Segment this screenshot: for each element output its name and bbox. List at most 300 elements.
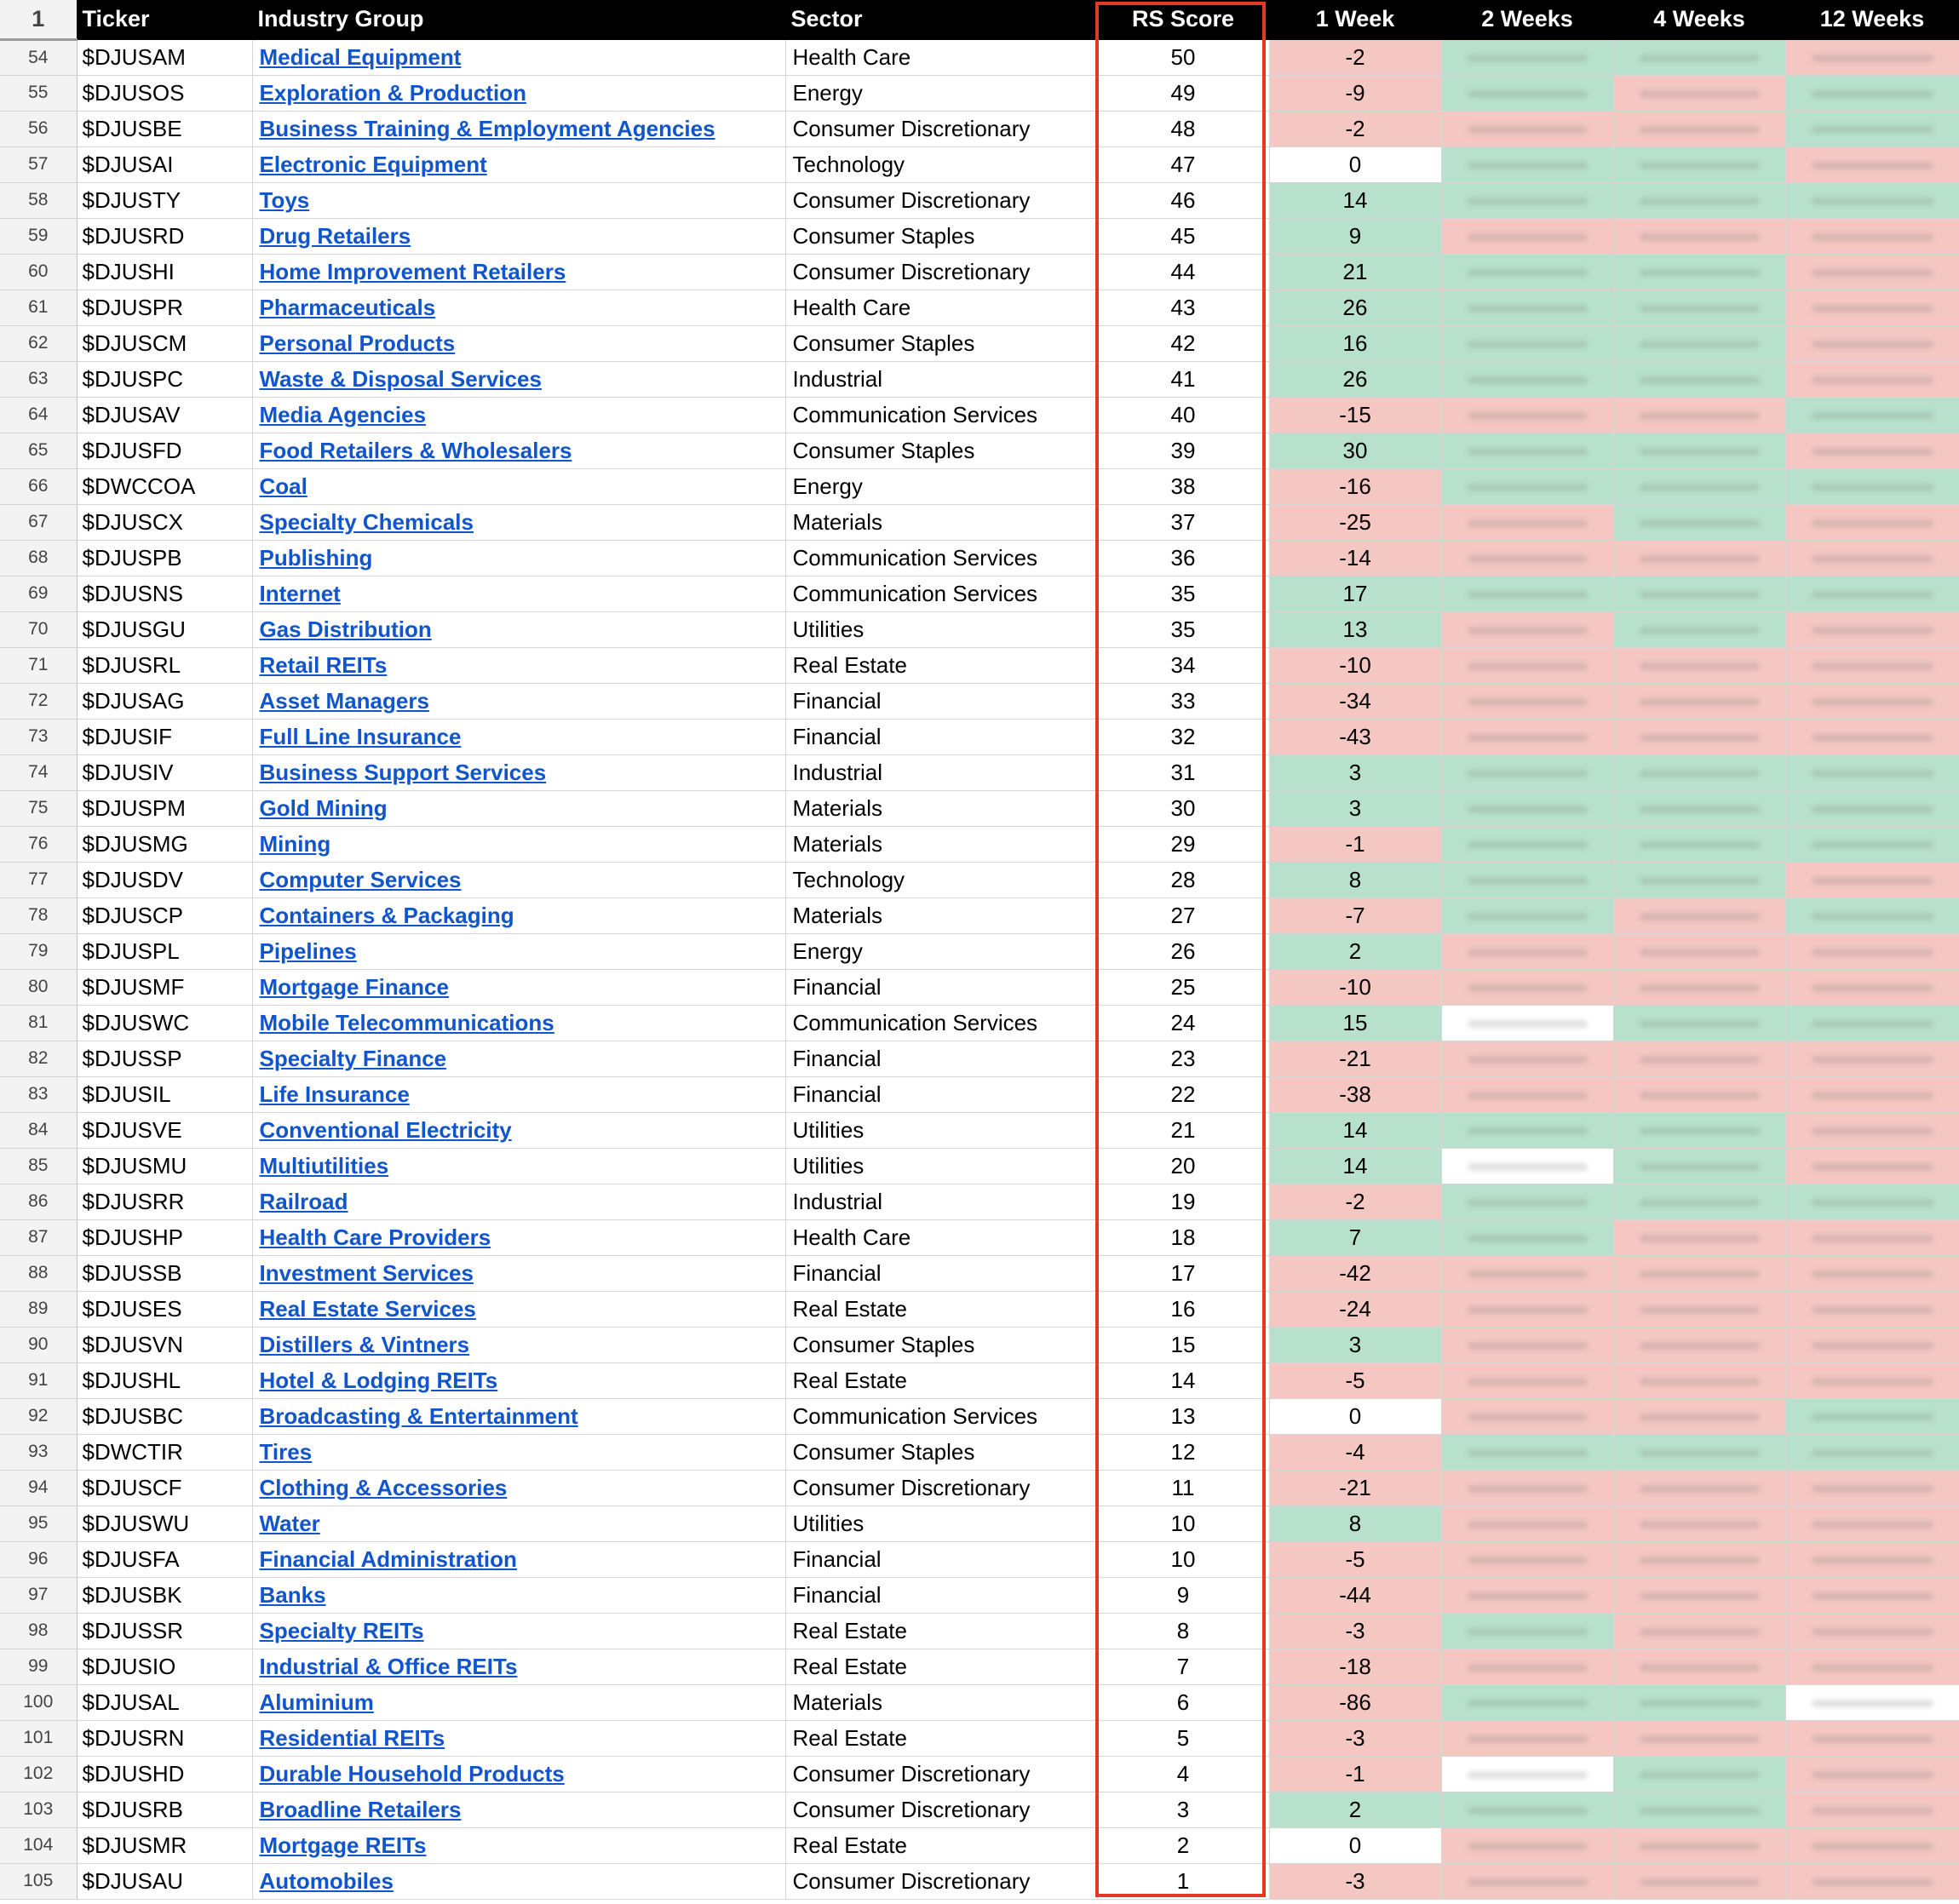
sector-cell[interactable]: Utilities <box>785 1148 1097 1184</box>
week4-change-cell[interactable] <box>1613 182 1785 218</box>
ticker-cell[interactable]: $DJUSES <box>77 1291 252 1327</box>
rs-score-cell[interactable]: 30 <box>1097 790 1269 826</box>
week1-change-cell[interactable]: -43 <box>1269 719 1441 754</box>
rs-score-cell[interactable]: 4 <box>1097 1756 1269 1792</box>
industry-group-link[interactable]: Tires <box>259 1438 313 1465</box>
row-number[interactable]: 73 <box>0 719 77 754</box>
ticker-cell[interactable]: $DJUSSR <box>77 1613 252 1649</box>
industry-group-link[interactable]: Distillers & Vintners <box>259 1331 470 1357</box>
industry-group-link[interactable]: Gold Mining <box>259 794 388 821</box>
industry-group-cell[interactable] <box>252 182 785 218</box>
week12-change-cell[interactable] <box>1785 1291 1959 1327</box>
industry-group-cell[interactable] <box>252 790 785 826</box>
sector-cell[interactable]: Industrial <box>785 361 1097 397</box>
week12-change-cell[interactable] <box>1785 933 1959 969</box>
week12-change-cell[interactable] <box>1785 719 1959 754</box>
rs-score-cell[interactable]: 45 <box>1097 218 1269 254</box>
ticker-cell[interactable]: $DJUSFD <box>77 433 252 468</box>
rs-score-cell[interactable]: 43 <box>1097 290 1269 325</box>
rs-score-cell[interactable]: 39 <box>1097 433 1269 468</box>
week1-change-cell[interactable]: -21 <box>1269 1041 1441 1076</box>
row-number[interactable]: 76 <box>0 826 77 862</box>
industry-group-cell[interactable] <box>252 218 785 254</box>
week12-change-cell[interactable] <box>1785 1005 1959 1041</box>
week12-change-cell[interactable] <box>1785 790 1959 826</box>
week4-change-cell[interactable] <box>1613 719 1785 754</box>
week1-change-cell[interactable]: -2 <box>1269 111 1441 146</box>
row-number[interactable]: 84 <box>0 1112 77 1148</box>
industry-group-cell[interactable] <box>252 1470 785 1505</box>
week1-change-cell[interactable]: 3 <box>1269 754 1441 790</box>
week2-change-cell[interactable] <box>1441 719 1613 754</box>
week1-change-cell[interactable]: -34 <box>1269 683 1441 719</box>
row-number[interactable]: 102 <box>0 1756 77 1792</box>
industry-group-link[interactable]: Publishing <box>259 544 373 571</box>
industry-group-cell[interactable] <box>252 576 785 611</box>
rs-score-cell[interactable]: 16 <box>1097 1291 1269 1327</box>
week2-change-cell[interactable] <box>1441 1470 1613 1505</box>
rs-score-cell[interactable]: 37 <box>1097 504 1269 540</box>
row-number[interactable]: 83 <box>0 1076 77 1112</box>
week2-change-cell[interactable] <box>1441 1792 1613 1827</box>
week12-change-cell[interactable] <box>1785 862 1959 898</box>
rs-score-cell[interactable]: 24 <box>1097 1005 1269 1041</box>
row-number[interactable]: 75 <box>0 790 77 826</box>
week2-change-cell[interactable] <box>1441 397 1613 433</box>
week4-change-cell[interactable] <box>1613 1827 1785 1863</box>
industry-group-link[interactable]: Business Training & Employment Agencies <box>259 115 715 141</box>
row-number[interactable]: 57 <box>0 146 77 182</box>
row-number[interactable]: 68 <box>0 540 77 576</box>
week2-change-cell[interactable] <box>1441 1291 1613 1327</box>
row-number[interactable]: 85 <box>0 1148 77 1184</box>
ticker-cell[interactable]: $DJUSSP <box>77 1041 252 1076</box>
week1-change-cell[interactable]: -5 <box>1269 1362 1441 1398</box>
ticker-cell[interactable]: $DJUSBE <box>77 111 252 146</box>
row-number[interactable]: 63 <box>0 361 77 397</box>
ticker-cell[interactable]: $DJUSPL <box>77 933 252 969</box>
industry-group-cell[interactable] <box>252 1613 785 1649</box>
rs-score-cell[interactable]: 28 <box>1097 862 1269 898</box>
sector-cell[interactable]: Real Estate <box>785 1720 1097 1756</box>
week2-change-cell[interactable] <box>1441 504 1613 540</box>
week1-change-cell[interactable]: -25 <box>1269 504 1441 540</box>
week1-change-cell[interactable]: 14 <box>1269 1148 1441 1184</box>
week4-change-cell[interactable] <box>1613 1684 1785 1720</box>
industry-group-cell[interactable] <box>252 540 785 576</box>
week1-change-cell[interactable]: -3 <box>1269 1613 1441 1649</box>
week1-change-cell[interactable]: 14 <box>1269 182 1441 218</box>
week4-change-cell[interactable] <box>1613 1505 1785 1541</box>
week1-change-cell[interactable]: 21 <box>1269 254 1441 290</box>
industry-group-cell[interactable] <box>252 504 785 540</box>
rs-score-cell[interactable]: 23 <box>1097 1041 1269 1076</box>
week4-change-cell[interactable] <box>1613 1327 1785 1362</box>
week4-change-cell[interactable] <box>1613 1398 1785 1434</box>
week1-change-cell[interactable]: -14 <box>1269 540 1441 576</box>
rs-score-cell[interactable]: 13 <box>1097 1398 1269 1434</box>
industry-group-link[interactable]: Pipelines <box>259 938 357 964</box>
industry-group-link[interactable]: Investment Services <box>259 1259 474 1286</box>
row-number[interactable]: 61 <box>0 290 77 325</box>
sector-cell[interactable]: Energy <box>785 75 1097 111</box>
row-number[interactable]: 60 <box>0 254 77 290</box>
ticker-cell[interactable]: $DJUSGU <box>77 611 252 647</box>
sector-cell[interactable]: Communication Services <box>785 1398 1097 1434</box>
row-number[interactable]: 67 <box>0 504 77 540</box>
rs-score-cell[interactable]: 50 <box>1097 39 1269 75</box>
week2-change-cell[interactable] <box>1441 1863 1613 1899</box>
week1-change-cell[interactable]: 8 <box>1269 1505 1441 1541</box>
ticker-cell[interactable]: $DWCTIR <box>77 1434 252 1470</box>
industry-group-link[interactable]: Broadline Retailers <box>259 1796 462 1822</box>
week2-change-cell[interactable] <box>1441 1076 1613 1112</box>
rs-score-cell[interactable]: 35 <box>1097 611 1269 647</box>
week12-change-cell[interactable] <box>1785 1792 1959 1827</box>
rs-score-cell[interactable]: 21 <box>1097 1112 1269 1148</box>
week1-header[interactable]: 1 Week <box>1269 0 1441 39</box>
rs-score-cell[interactable]: 32 <box>1097 719 1269 754</box>
ticker-cell[interactable]: $DJUSTY <box>77 182 252 218</box>
row-number[interactable]: 96 <box>0 1541 77 1577</box>
industry-group-link[interactable]: Industrial & Office REITs <box>259 1653 518 1679</box>
week4-change-cell[interactable] <box>1613 504 1785 540</box>
ticker-cell[interactable]: $DJUSIV <box>77 754 252 790</box>
row-number[interactable]: 82 <box>0 1041 77 1076</box>
week1-change-cell[interactable]: 30 <box>1269 433 1441 468</box>
sector-cell[interactable]: Materials <box>785 1684 1097 1720</box>
ticker-cell[interactable]: $DJUSIO <box>77 1649 252 1684</box>
week2-change-cell[interactable] <box>1441 647 1613 683</box>
industry-group-link[interactable]: Media Agencies <box>259 401 427 427</box>
rs-score-cell[interactable]: 33 <box>1097 683 1269 719</box>
industry-group-link[interactable]: Water <box>259 1510 320 1536</box>
row-number[interactable]: 65 <box>0 433 77 468</box>
industry-group-cell[interactable] <box>252 1005 785 1041</box>
industry-group-link[interactable]: Medical Equipment <box>259 43 462 70</box>
week2-change-cell[interactable] <box>1441 1577 1613 1613</box>
industry-group-link[interactable]: Mining <box>259 830 331 857</box>
week4-change-cell[interactable] <box>1613 75 1785 111</box>
ticker-cell[interactable]: $DJUSDV <box>77 862 252 898</box>
week4-change-cell[interactable] <box>1613 111 1785 146</box>
week4-change-cell[interactable] <box>1613 1720 1785 1756</box>
week2-change-cell[interactable] <box>1441 290 1613 325</box>
rs-score-cell[interactable]: 2 <box>1097 1827 1269 1863</box>
week2-change-cell[interactable] <box>1441 826 1613 862</box>
week1-change-cell[interactable]: 0 <box>1269 1827 1441 1863</box>
week4-change-cell[interactable] <box>1613 254 1785 290</box>
rs-score-cell[interactable]: 9 <box>1097 1577 1269 1613</box>
sector-cell[interactable]: Consumer Staples <box>785 325 1097 361</box>
rs-score-cell[interactable]: 10 <box>1097 1505 1269 1541</box>
industry-group-cell[interactable] <box>252 1720 785 1756</box>
rs-score-cell[interactable]: 34 <box>1097 647 1269 683</box>
rs-score-cell[interactable]: 8 <box>1097 1613 1269 1649</box>
industry-group-link[interactable]: Specialty REITs <box>259 1617 424 1643</box>
week1-change-cell[interactable]: -10 <box>1269 969 1441 1005</box>
industry-group-link[interactable]: Business Support Services <box>259 759 547 785</box>
industry-group-cell[interactable] <box>252 1863 785 1899</box>
week1-change-cell[interactable]: 0 <box>1269 1398 1441 1434</box>
week12-change-cell[interactable] <box>1785 647 1959 683</box>
week12-change-cell[interactable] <box>1785 1398 1959 1434</box>
row-number[interactable]: 72 <box>0 683 77 719</box>
row-number[interactable]: 70 <box>0 611 77 647</box>
week2-change-cell[interactable] <box>1441 1255 1613 1291</box>
week1-change-cell[interactable]: -86 <box>1269 1684 1441 1720</box>
week2-change-cell[interactable] <box>1441 1505 1613 1541</box>
industry-group-link[interactable]: Waste & Disposal Services <box>259 365 542 392</box>
industry-group-cell[interactable] <box>252 290 785 325</box>
ticker-cell[interactable]: $DJUSPB <box>77 540 252 576</box>
industry-group-link[interactable]: Coal <box>259 473 307 499</box>
sector-cell[interactable]: Utilities <box>785 611 1097 647</box>
week4-change-cell[interactable] <box>1613 1291 1785 1327</box>
ticker-cell[interactable]: $DJUSAU <box>77 1863 252 1899</box>
industry-group-cell[interactable] <box>252 933 785 969</box>
industry-group-cell[interactable] <box>252 1327 785 1362</box>
week4-change-cell[interactable] <box>1613 862 1785 898</box>
week4-change-cell[interactable] <box>1613 1219 1785 1255</box>
industry-group-cell[interactable] <box>252 1649 785 1684</box>
rs-score-cell[interactable]: 14 <box>1097 1362 1269 1398</box>
week12-change-cell[interactable] <box>1785 1756 1959 1792</box>
industry-group-cell[interactable] <box>252 1756 785 1792</box>
week2-change-cell[interactable] <box>1441 1613 1613 1649</box>
industry-group-cell[interactable] <box>252 719 785 754</box>
sector-cell[interactable]: Energy <box>785 468 1097 504</box>
week4-change-cell[interactable] <box>1613 218 1785 254</box>
industry-group-cell[interactable] <box>252 111 785 146</box>
sector-cell[interactable]: Financial <box>785 719 1097 754</box>
week4-change-cell[interactable] <box>1613 1434 1785 1470</box>
ticker-cell[interactable]: $DJUSCM <box>77 325 252 361</box>
rs-score-cell[interactable]: 35 <box>1097 576 1269 611</box>
sector-cell[interactable]: Communication Services <box>785 576 1097 611</box>
week2-change-cell[interactable] <box>1441 1649 1613 1684</box>
rs-score-cell[interactable]: 3 <box>1097 1792 1269 1827</box>
ticker-cell[interactable]: $DJUSCF <box>77 1470 252 1505</box>
sector-cell[interactable]: Consumer Discretionary <box>785 1756 1097 1792</box>
ticker-cell[interactable]: $DJUSHI <box>77 254 252 290</box>
row-number[interactable]: 77 <box>0 862 77 898</box>
row-number[interactable]: 95 <box>0 1505 77 1541</box>
rs-score-cell[interactable]: 46 <box>1097 182 1269 218</box>
week1-change-cell[interactable]: 13 <box>1269 611 1441 647</box>
sector-cell[interactable]: Real Estate <box>785 1613 1097 1649</box>
ticker-cell[interactable]: $DJUSWC <box>77 1005 252 1041</box>
week2-change-cell[interactable] <box>1441 576 1613 611</box>
week12-change-cell[interactable] <box>1785 1184 1959 1219</box>
rs-score-cell[interactable]: 11 <box>1097 1470 1269 1505</box>
sector-cell[interactable]: Health Care <box>785 39 1097 75</box>
ticker-cell[interactable]: $DJUSRR <box>77 1184 252 1219</box>
week4-change-cell[interactable] <box>1613 898 1785 933</box>
week1-change-cell[interactable]: -42 <box>1269 1255 1441 1291</box>
week1-change-cell[interactable]: -10 <box>1269 647 1441 683</box>
week2-change-cell[interactable] <box>1441 1827 1613 1863</box>
week1-change-cell[interactable]: 9 <box>1269 218 1441 254</box>
industry-group-link[interactable]: Mortgage REITs <box>259 1832 427 1858</box>
week2-change-cell[interactable] <box>1441 862 1613 898</box>
industry-group-cell[interactable] <box>252 898 785 933</box>
week1-change-cell[interactable]: -44 <box>1269 1577 1441 1613</box>
row-number[interactable]: 99 <box>0 1649 77 1684</box>
industry-group-cell[interactable] <box>252 254 785 290</box>
row-number[interactable]: 74 <box>0 754 77 790</box>
week2-change-cell[interactable] <box>1441 39 1613 75</box>
row-number[interactable]: 89 <box>0 1291 77 1327</box>
rs-score-cell[interactable]: 47 <box>1097 146 1269 182</box>
rs-score-cell[interactable]: 40 <box>1097 397 1269 433</box>
week2-change-cell[interactable] <box>1441 218 1613 254</box>
week2-change-cell[interactable] <box>1441 790 1613 826</box>
rs-score-cell[interactable]: 15 <box>1097 1327 1269 1362</box>
rs-score-cell[interactable]: 27 <box>1097 898 1269 933</box>
week1-change-cell[interactable]: -18 <box>1269 1649 1441 1684</box>
week1-change-cell[interactable]: 15 <box>1269 1005 1441 1041</box>
week2-change-cell[interactable] <box>1441 1327 1613 1362</box>
week2-change-cell[interactable] <box>1441 75 1613 111</box>
row-number-header[interactable]: 1 <box>0 0 77 39</box>
week12-change-cell[interactable] <box>1785 397 1959 433</box>
industry-group-cell[interactable] <box>252 1505 785 1541</box>
week4-change-cell[interactable] <box>1613 361 1785 397</box>
week4-change-cell[interactable] <box>1613 39 1785 75</box>
industry-group-cell[interactable] <box>252 1577 785 1613</box>
week1-change-cell[interactable]: -3 <box>1269 1863 1441 1899</box>
industry-group-cell[interactable] <box>252 1827 785 1863</box>
row-number[interactable]: 100 <box>0 1684 77 1720</box>
week1-change-cell[interactable]: -24 <box>1269 1291 1441 1327</box>
week2-change-cell[interactable] <box>1441 1041 1613 1076</box>
week4-change-cell[interactable] <box>1613 290 1785 325</box>
week2-change-cell[interactable] <box>1441 754 1613 790</box>
sector-cell[interactable]: Financial <box>785 1041 1097 1076</box>
row-number[interactable]: 92 <box>0 1398 77 1434</box>
ticker-cell[interactable]: $DJUSAM <box>77 39 252 75</box>
industry-group-cell[interactable] <box>252 754 785 790</box>
sector-cell[interactable]: Technology <box>785 146 1097 182</box>
week1-change-cell[interactable]: 26 <box>1269 290 1441 325</box>
industry-group-cell[interactable] <box>252 1219 785 1255</box>
industry-group-cell[interactable] <box>252 969 785 1005</box>
industry-group-cell[interactable] <box>252 146 785 182</box>
rs-score-cell[interactable]: 36 <box>1097 540 1269 576</box>
rs-score-cell[interactable]: 48 <box>1097 111 1269 146</box>
industry-group-link[interactable]: Asset Managers <box>259 687 429 714</box>
ticker-cell[interactable]: $DJUSNS <box>77 576 252 611</box>
week4-change-cell[interactable] <box>1613 1041 1785 1076</box>
week12-change-cell[interactable] <box>1785 1041 1959 1076</box>
row-number[interactable]: 71 <box>0 647 77 683</box>
week12-change-cell[interactable] <box>1785 611 1959 647</box>
sector-cell[interactable]: Health Care <box>785 290 1097 325</box>
week1-change-cell[interactable]: 3 <box>1269 790 1441 826</box>
week12-change-cell[interactable] <box>1785 898 1959 933</box>
industry-group-link[interactable]: Clothing & Accessories <box>259 1474 508 1500</box>
week2-change-cell[interactable] <box>1441 969 1613 1005</box>
sector-cell[interactable]: Consumer Staples <box>785 218 1097 254</box>
week1-change-cell[interactable]: -21 <box>1269 1470 1441 1505</box>
week2-change-cell[interactable] <box>1441 933 1613 969</box>
sector-cell[interactable]: Consumer Discretionary <box>785 111 1097 146</box>
ticker-cell[interactable]: $DJUSRD <box>77 218 252 254</box>
week4-change-cell[interactable] <box>1613 1577 1785 1613</box>
sector-cell[interactable]: Consumer Staples <box>785 1434 1097 1470</box>
week2-change-cell[interactable] <box>1441 611 1613 647</box>
industry-group-link[interactable]: Automobiles <box>259 1867 394 1894</box>
week2-header[interactable]: 2 Weeks <box>1441 0 1613 39</box>
industry-group-link[interactable]: Home Improvement Retailers <box>259 258 566 284</box>
sector-cell[interactable]: Consumer Discretionary <box>785 1863 1097 1899</box>
week2-change-cell[interactable] <box>1441 182 1613 218</box>
week4-change-cell[interactable] <box>1613 826 1785 862</box>
week2-change-cell[interactable] <box>1441 1398 1613 1434</box>
sector-cell[interactable]: Financial <box>785 1577 1097 1613</box>
ticker-cell[interactable]: $DJUSPM <box>77 790 252 826</box>
row-number[interactable]: 79 <box>0 933 77 969</box>
week4-change-cell[interactable] <box>1613 1255 1785 1291</box>
row-number[interactable]: 91 <box>0 1362 77 1398</box>
rs-score-cell[interactable]: 1 <box>1097 1863 1269 1899</box>
industry-group-link[interactable]: Gas Distribution <box>259 616 432 642</box>
row-number[interactable]: 86 <box>0 1184 77 1219</box>
industry-group-link[interactable]: Hotel & Lodging REITs <box>259 1367 498 1393</box>
week4-change-cell[interactable] <box>1613 1649 1785 1684</box>
week12-change-cell[interactable] <box>1785 1148 1959 1184</box>
week4-change-cell[interactable] <box>1613 433 1785 468</box>
week12-change-cell[interactable] <box>1785 969 1959 1005</box>
week2-change-cell[interactable] <box>1441 433 1613 468</box>
week1-change-cell[interactable]: -3 <box>1269 1720 1441 1756</box>
week12-change-cell[interactable] <box>1785 1577 1959 1613</box>
sector-cell[interactable]: Real Estate <box>785 1362 1097 1398</box>
week4-change-cell[interactable] <box>1613 1184 1785 1219</box>
row-number[interactable]: 97 <box>0 1577 77 1613</box>
rs-score-cell[interactable]: 18 <box>1097 1219 1269 1255</box>
rs-score-cell[interactable]: 19 <box>1097 1184 1269 1219</box>
industry-group-link[interactable]: Real Estate Services <box>259 1295 476 1322</box>
week2-change-cell[interactable] <box>1441 1684 1613 1720</box>
ticker-cell[interactable]: $DJUSVE <box>77 1112 252 1148</box>
rs-score-cell[interactable]: 49 <box>1097 75 1269 111</box>
week4-change-cell[interactable] <box>1613 969 1785 1005</box>
week4-change-cell[interactable] <box>1613 325 1785 361</box>
sector-cell[interactable]: Materials <box>785 504 1097 540</box>
week12-change-cell[interactable] <box>1785 1255 1959 1291</box>
rs-score-cell[interactable]: 31 <box>1097 754 1269 790</box>
industry-group-cell[interactable] <box>252 1041 785 1076</box>
rs-score-cell[interactable]: 17 <box>1097 1255 1269 1291</box>
week12-change-cell[interactable] <box>1785 1613 1959 1649</box>
rs-score-cell[interactable]: 12 <box>1097 1434 1269 1470</box>
industry-group-link[interactable]: Electronic Equipment <box>259 151 487 177</box>
week2-change-cell[interactable] <box>1441 1184 1613 1219</box>
row-number[interactable]: 105 <box>0 1863 77 1899</box>
sector-cell[interactable]: Materials <box>785 826 1097 862</box>
week12-change-cell[interactable] <box>1785 1684 1959 1720</box>
week1-change-cell[interactable]: -16 <box>1269 468 1441 504</box>
rs-score-cell[interactable]: 25 <box>1097 969 1269 1005</box>
sector-cell[interactable]: Consumer Staples <box>785 433 1097 468</box>
week1-change-cell[interactable]: -4 <box>1269 1434 1441 1470</box>
sector-cell[interactable]: Energy <box>785 933 1097 969</box>
week12-change-cell[interactable] <box>1785 576 1959 611</box>
week2-change-cell[interactable] <box>1441 1219 1613 1255</box>
ticker-cell[interactable]: $DJUSOS <box>77 75 252 111</box>
